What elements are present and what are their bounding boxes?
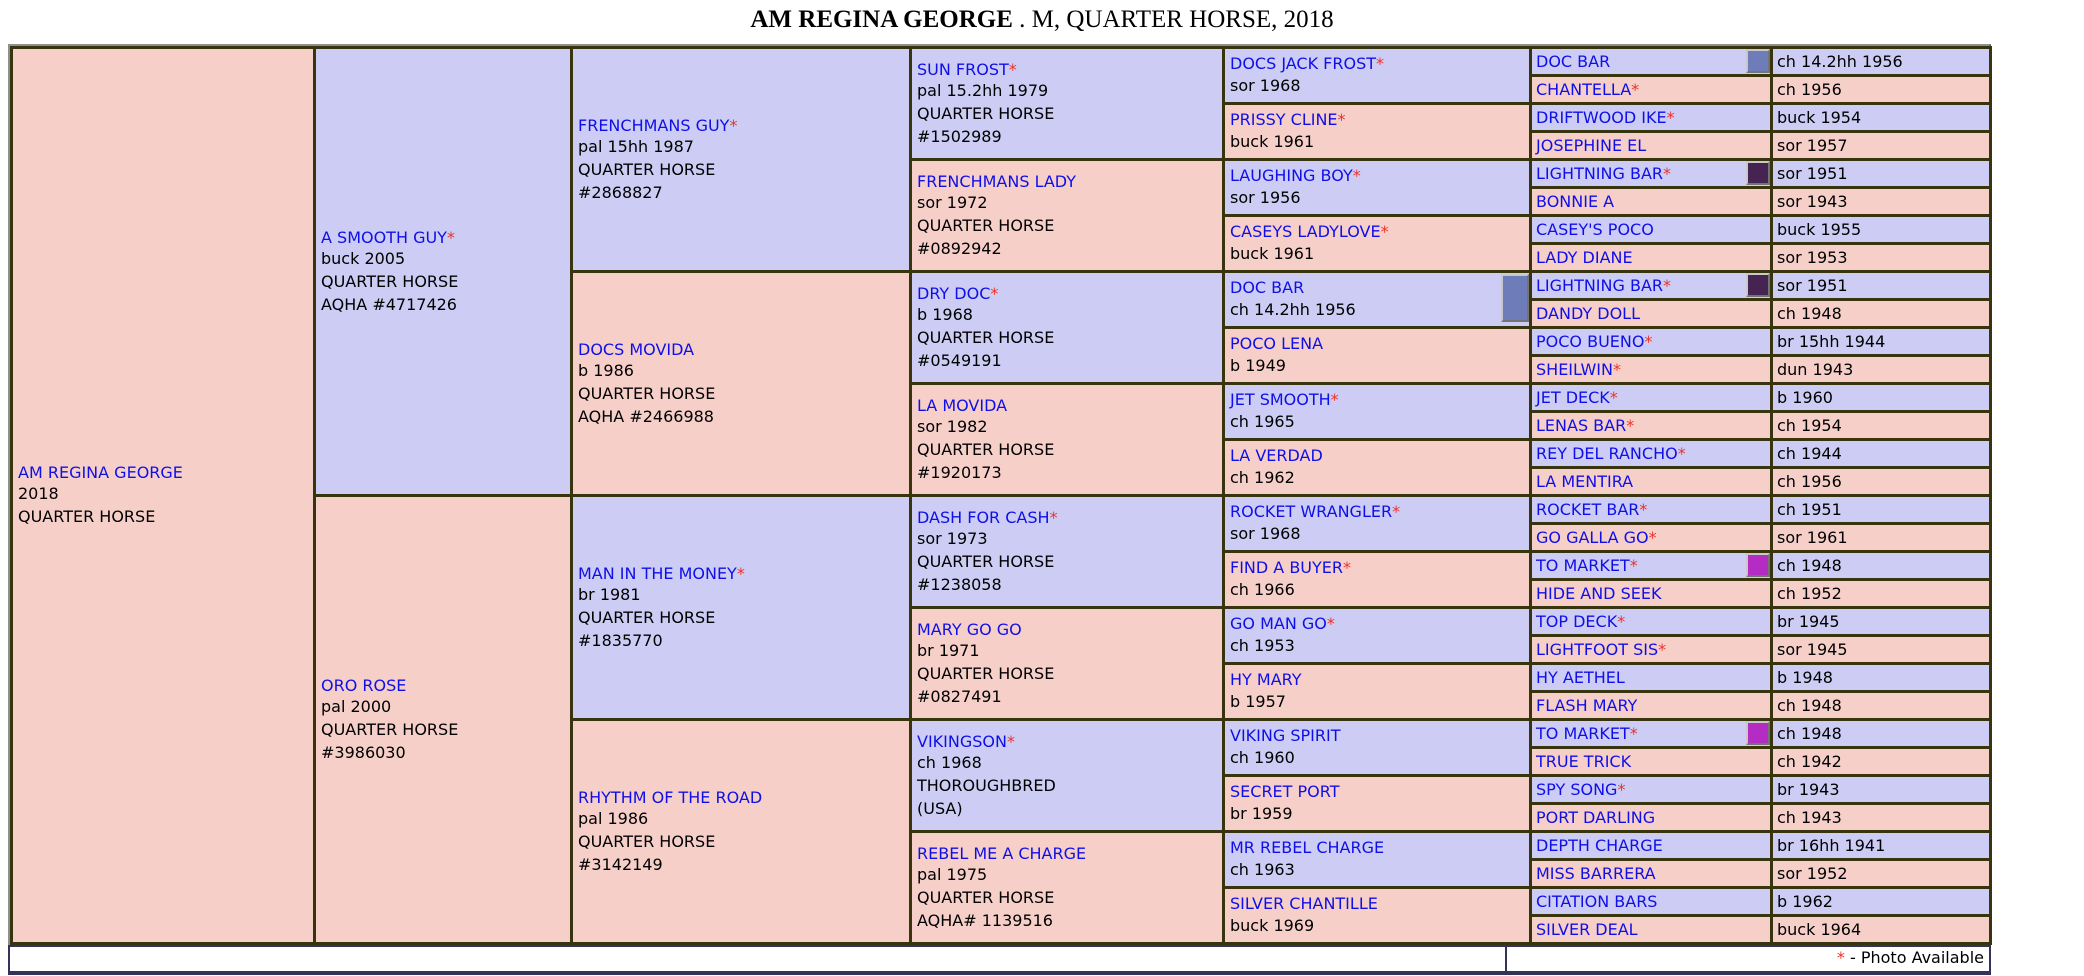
horse-link-la-mentira[interactable]: LA MENTIRA [1536, 472, 1634, 491]
horse-detail: ch 1953 [1230, 635, 1295, 655]
horse-link-lenas-bar[interactable]: LENAS BAR [1536, 416, 1627, 435]
horse-cell-to-market [1531, 720, 1772, 748]
horse-cell-sheilwin [1531, 356, 1772, 384]
horse-detail: sor 1972 [917, 192, 988, 212]
photo-available-marker: * [1337, 109, 1346, 129]
photo-thumb-lightning-bar-icon[interactable] [1746, 273, 1770, 297]
horse-link-dry-doc[interactable]: DRY DOC [917, 283, 991, 303]
horse-detail: pal 2000 [321, 696, 392, 716]
horse-link-docs-jack-frost[interactable]: DOCS JACK FROST [1230, 53, 1377, 73]
horse-detail: #3142149 [578, 854, 663, 874]
horse-info-to-market: ch 1948 [1772, 552, 1991, 580]
horse-cell-josephine-el [1531, 132, 1772, 160]
horse-cell-dash-for-cash [911, 496, 1224, 608]
horse-link-miss-barrera[interactable]: MISS BARRERA [1536, 864, 1656, 883]
horse-cell-frenchmans-lady [911, 160, 1224, 272]
horse-detail: QUARTER HORSE [578, 159, 716, 179]
horse-cell-to-market [1531, 552, 1772, 580]
horse-info-la-mentira: ch 1956 [1772, 468, 1991, 496]
horse-info-hy-aethel: b 1948 [1772, 664, 1991, 692]
photo-available-note [1507, 947, 1989, 971]
horse-cell-la-movida [911, 384, 1224, 496]
horse-detail: QUARTER HORSE [321, 719, 459, 739]
horse-cell-jet-smooth [1224, 384, 1531, 440]
photo-available-marker: * [1626, 416, 1635, 435]
horse-detail: buck 1961 [1230, 243, 1315, 263]
pedigree-table [10, 46, 1992, 945]
horse-cell-hy-mary [1224, 664, 1531, 720]
horse-detail: #3986030 [321, 742, 406, 762]
horse-link-to-market[interactable]: TO MARKET [1536, 556, 1630, 575]
horse-detail: pal 1986 [578, 808, 649, 828]
photo-available-marker: * [1006, 731, 1015, 751]
horse-cell-go-man-go [1224, 608, 1531, 664]
photo-available-marker: * [1392, 501, 1401, 521]
horse-detail: ch 1963 [1230, 859, 1295, 879]
photo-thumb-lightning-bar-icon[interactable] [1746, 161, 1770, 185]
horse-cell-laughing-boy [1224, 160, 1531, 216]
horse-detail: buck 1969 [1230, 915, 1315, 935]
horse-detail: b 1949 [1230, 355, 1286, 375]
horse-link-top-deck[interactable]: TOP DECK [1536, 612, 1618, 631]
horse-info-josephine-el: sor 1957 [1772, 132, 1991, 160]
horse-link-frenchmans-guy[interactable]: FRENCHMANS GUY [578, 115, 730, 135]
horse-info-lenas-bar: ch 1954 [1772, 412, 1991, 440]
photo-available-marker: * [729, 115, 738, 135]
horse-link-am-regina-george[interactable]: AM REGINA GEORGE [18, 463, 183, 482]
horse-link-josephine-el[interactable]: JOSEPHINE EL [1536, 136, 1647, 155]
horse-link-hy-aethel[interactable]: HY AETHEL [1536, 668, 1625, 687]
horse-detail: QUARTER HORSE [578, 607, 716, 627]
horse-link-frenchmans-lady[interactable]: FRENCHMANS LADY [917, 171, 1077, 191]
horse-detail: QUARTER HORSE [18, 507, 156, 526]
pedigree-table-frame [8, 44, 1991, 945]
horse-info-driftwood-ike: buck 1954 [1772, 104, 1991, 132]
horse-link-lightning-bar[interactable]: LIGHTNING BAR [1536, 276, 1664, 295]
horse-detail: ch 1965 [1230, 411, 1295, 431]
horse-link-hide-and-seek[interactable]: HIDE AND SEEK [1536, 584, 1662, 603]
horse-detail: QUARTER HORSE [917, 663, 1055, 683]
horse-cell-rey-del-rancho [1531, 440, 1772, 468]
horse-link-la-movida[interactable]: LA MOVIDA [917, 395, 1008, 415]
horse-detail: #0827491 [917, 686, 1002, 706]
horse-info-flash-mary: ch 1948 [1772, 692, 1991, 720]
horse-info-silver-deal: buck 1964 [1772, 916, 1991, 944]
horse-cell-find-a-buyer [1224, 552, 1531, 608]
photo-available-marker: * [1617, 612, 1626, 631]
horse-detail: QUARTER HORSE [578, 831, 716, 851]
horse-detail: ch 1968 [917, 752, 982, 772]
horse-cell-bonnie-a [1531, 188, 1772, 216]
photo-available-marker: * [990, 283, 999, 303]
horse-detail: #1920173 [917, 462, 1002, 482]
horse-info-true-trick: ch 1942 [1772, 748, 1991, 776]
horse-cell-mary-go-go [911, 608, 1224, 720]
horse-info-bonnie-a: sor 1943 [1772, 188, 1991, 216]
horse-link-doc-bar[interactable]: DOC BAR [1536, 52, 1611, 71]
horse-cell-go-galla-go [1531, 524, 1772, 552]
horse-link-silver-chantille[interactable]: SILVER CHANTILLE [1230, 893, 1378, 913]
photo-available-marker: * [736, 563, 745, 583]
horse-link-sun-frost[interactable]: SUN FROST [917, 59, 1009, 79]
photo-thumb-doc-bar-icon[interactable] [1501, 274, 1529, 322]
horse-cell-lenas-bar [1531, 412, 1772, 440]
horse-cell-a-smooth-guy [315, 48, 572, 496]
photo-thumb-to-market-icon[interactable] [1746, 721, 1770, 745]
photo-available-marker: * [1326, 613, 1335, 633]
photo-available-marker: * [1612, 360, 1621, 379]
horse-link-casey-s-poco[interactable]: CASEY'S POCO [1536, 220, 1654, 239]
horse-detail: pal 15hh 1987 [578, 136, 694, 156]
photo-available-marker: * [1617, 780, 1626, 799]
pedigree-row [12, 48, 1991, 76]
horse-link-chantella[interactable]: CHANTELLA [1536, 80, 1632, 99]
horse-link-viking-spirit[interactable]: VIKING SPIRIT [1230, 725, 1341, 745]
horse-link-to-market[interactable]: TO MARKET [1536, 724, 1630, 743]
title-details: . M, QUARTER HORSE, 2018 [1012, 6, 1334, 33]
horse-detail: pal 1975 [917, 864, 988, 884]
horse-link-vikingson[interactable]: VIKINGSON [917, 731, 1007, 751]
horse-link-rhythm-of-the-road[interactable]: RHYTHM OF THE ROAD [578, 787, 763, 807]
horse-detail: br 1959 [1230, 803, 1293, 823]
horse-detail: sor 1982 [917, 416, 988, 436]
title-horse-name: AM REGINA GEORGE [750, 6, 1013, 33]
horse-info-go-galla-go: sor 1961 [1772, 524, 1991, 552]
horse-link-driftwood-ike[interactable]: DRIFTWOOD IKE [1536, 108, 1667, 127]
horse-link-poco-bueno[interactable]: POCO BUENO [1536, 332, 1645, 351]
horse-detail: THOROUGHBRED [917, 775, 1056, 795]
horse-info-rey-del-rancho: ch 1944 [1772, 440, 1991, 468]
horse-link-oro-rose[interactable]: ORO ROSE [321, 675, 407, 695]
horse-cell-la-verdad [1224, 440, 1531, 496]
horse-info-lady-diane: sor 1953 [1772, 244, 1991, 272]
photo-available-marker: * [1644, 332, 1653, 351]
horse-info-jet-deck: b 1960 [1772, 384, 1991, 412]
horse-cell-frenchmans-guy [572, 48, 911, 272]
horse-detail: QUARTER HORSE [917, 887, 1055, 907]
horse-detail: (USA) [917, 798, 963, 818]
horse-cell-la-mentira [1531, 468, 1772, 496]
horse-cell-mr-rebel-charge [1224, 832, 1531, 888]
horse-cell-chantella [1531, 76, 1772, 104]
horse-detail: ch 1962 [1230, 467, 1295, 487]
horse-link-port-darling[interactable]: PORT DARLING [1536, 808, 1656, 827]
horse-detail: sor 1968 [1230, 523, 1301, 543]
horse-detail: AQHA #4717426 [321, 294, 457, 314]
horse-link-laughing-boy[interactable]: LAUGHING BOY [1230, 165, 1353, 185]
horse-cell-doc-bar [1531, 48, 1772, 76]
horse-detail: sor 1968 [1230, 75, 1301, 95]
horse-detail: #0892942 [917, 238, 1002, 258]
horse-detail: buck 1961 [1230, 131, 1315, 151]
horse-detail: #0549191 [917, 350, 1002, 370]
horse-detail: QUARTER HORSE [917, 551, 1055, 571]
photo-thumb-doc-bar-icon[interactable] [1746, 49, 1770, 73]
horse-detail: #1502989 [917, 126, 1002, 146]
horse-info-to-market: ch 1948 [1772, 720, 1991, 748]
photo-available-marker: * [1648, 528, 1657, 547]
horse-cell-docs-movida [572, 272, 911, 496]
horse-link-rocket-bar[interactable]: ROCKET BAR [1536, 500, 1640, 519]
horse-link-lightning-bar[interactable]: LIGHTNING BAR [1536, 164, 1664, 183]
horse-detail: #2868827 [578, 182, 663, 202]
horse-link-sheilwin[interactable]: SHEILWIN [1536, 360, 1613, 379]
horse-detail: b 1957 [1230, 691, 1286, 711]
horse-detail: 2018 [18, 484, 59, 503]
horse-link-prissy-cline[interactable]: PRISSY CLINE [1230, 109, 1338, 129]
legend-spacer [10, 947, 1507, 971]
horse-cell-am-regina-george [12, 48, 315, 944]
horse-detail: AQHA #2466988 [578, 406, 714, 426]
horse-link-a-smooth-guy[interactable]: A SMOOTH GUY [321, 227, 447, 247]
photo-available-marker: * [1629, 724, 1638, 743]
horse-detail: QUARTER HORSE [917, 327, 1055, 347]
horse-cell-flash-mary [1531, 692, 1772, 720]
horse-info-rocket-bar: ch 1951 [1772, 496, 1991, 524]
horse-info-chantella: ch 1956 [1772, 76, 1991, 104]
photo-available-marker: * [1380, 221, 1389, 241]
horse-link-poco-lena[interactable]: POCO LENA [1230, 333, 1324, 353]
horse-info-lightning-bar: sor 1951 [1772, 272, 1991, 300]
photo-available-marker: * [1376, 53, 1385, 73]
horse-link-go-man-go[interactable]: GO MAN GO [1230, 613, 1327, 633]
horse-cell-true-trick [1531, 748, 1772, 776]
horse-link-lady-diane[interactable]: LADY DIANE [1536, 248, 1633, 267]
horse-info-casey-s-poco: buck 1955 [1772, 216, 1991, 244]
horse-detail: #1238058 [917, 574, 1002, 594]
horse-link-caseys-ladylove[interactable]: CASEYS LADYLOVE [1230, 221, 1381, 241]
page-title [0, 0, 2084, 44]
horse-detail: ch 1966 [1230, 579, 1295, 599]
horse-link-true-trick[interactable]: TRUE TRICK [1536, 752, 1632, 771]
horse-cell-spy-song [1531, 776, 1772, 804]
horse-cell-viking-spirit [1224, 720, 1531, 776]
horse-info-miss-barrera: sor 1952 [1772, 860, 1991, 888]
horse-cell-poco-bueno [1531, 328, 1772, 356]
photo-available-marker: * [1049, 507, 1058, 527]
horse-info-dandy-doll: ch 1948 [1772, 300, 1991, 328]
legend-text: - Photo Available [1844, 948, 1984, 967]
horse-detail: b 1968 [917, 304, 973, 324]
legend-asterisk-icon: * [1836, 948, 1845, 967]
horse-cell-vikingson [911, 720, 1224, 832]
horse-cell-hide-and-seek [1531, 580, 1772, 608]
horse-detail: br 1981 [578, 584, 641, 604]
horse-cell-lightning-bar [1531, 272, 1772, 300]
horse-cell-top-deck [1531, 608, 1772, 636]
horse-link-dandy-doll[interactable]: DANDY DOLL [1536, 304, 1640, 323]
photo-available-marker: * [1008, 59, 1017, 79]
horse-info-depth-charge: br 16hh 1941 [1772, 832, 1991, 860]
horse-link-jet-smooth[interactable]: JET SMOOTH [1230, 389, 1331, 409]
horse-info-poco-bueno: br 15hh 1944 [1772, 328, 1991, 356]
photo-available-marker: * [1631, 80, 1640, 99]
photo-available-marker: * [1658, 640, 1667, 659]
horse-link-find-a-buyer[interactable]: FIND A BUYER [1230, 557, 1344, 577]
horse-link-secret-port[interactable]: SECRET PORT [1230, 781, 1340, 801]
photo-available-marker: * [1663, 164, 1672, 183]
horse-cell-man-in-the-money [572, 496, 911, 720]
horse-cell-hy-aethel [1531, 664, 1772, 692]
horse-link-flash-mary[interactable]: FLASH MARY [1536, 696, 1638, 715]
horse-link-rey-del-rancho[interactable]: REY DEL RANCHO [1536, 444, 1678, 463]
horse-detail: QUARTER HORSE [917, 215, 1055, 235]
horse-link-hy-mary[interactable]: HY MARY [1230, 669, 1302, 689]
horse-cell-silver-deal [1531, 916, 1772, 944]
horse-cell-prissy-cline [1224, 104, 1531, 160]
horse-cell-silver-chantille [1224, 888, 1531, 944]
horse-link-jet-deck[interactable]: JET DECK [1536, 388, 1610, 407]
horse-detail: QUARTER HORSE [321, 271, 459, 291]
horse-detail: sor 1973 [917, 528, 988, 548]
photo-available-marker: * [1609, 388, 1618, 407]
horse-detail: br 1971 [917, 640, 980, 660]
photo-available-marker: * [1639, 500, 1648, 519]
horse-link-man-in-the-money[interactable]: MAN IN THE MONEY [578, 563, 737, 583]
horse-detail: #1835770 [578, 630, 663, 650]
horse-detail: ch 1960 [1230, 747, 1295, 767]
horse-cell-secret-port [1224, 776, 1531, 832]
horse-info-top-deck: br 1945 [1772, 608, 1991, 636]
horse-cell-lightning-bar [1531, 160, 1772, 188]
legend-bar [8, 945, 1991, 975]
horse-cell-rebel-me-a-charge [911, 832, 1224, 944]
horse-cell-sun-frost [911, 48, 1224, 160]
photo-available-marker: * [1629, 556, 1638, 575]
horse-cell-lightfoot-sis [1531, 636, 1772, 664]
horse-detail: QUARTER HORSE [578, 383, 716, 403]
horse-detail: QUARTER HORSE [917, 439, 1055, 459]
horse-info-lightfoot-sis: sor 1945 [1772, 636, 1991, 664]
photo-available-marker: * [1343, 557, 1352, 577]
horse-cell-port-darling [1531, 804, 1772, 832]
horse-link-dash-for-cash[interactable]: DASH FOR CASH [917, 507, 1050, 527]
photo-available-marker: * [1352, 165, 1361, 185]
horse-info-doc-bar: ch 14.2hh 1956 [1772, 48, 1991, 76]
horse-cell-casey-s-poco [1531, 216, 1772, 244]
horse-detail: pal 15.2hh 1979 [917, 80, 1049, 100]
horse-cell-dry-doc [911, 272, 1224, 384]
photo-available-marker: * [1677, 444, 1686, 463]
horse-info-lightning-bar: sor 1951 [1772, 160, 1991, 188]
horse-cell-driftwood-ike [1531, 104, 1772, 132]
horse-detail: AQHA# 1139516 [917, 910, 1053, 930]
horse-link-rebel-me-a-charge[interactable]: REBEL ME A CHARGE [917, 843, 1087, 863]
horse-link-mr-rebel-charge[interactable]: MR REBEL CHARGE [1230, 837, 1385, 857]
horse-info-spy-song: br 1943 [1772, 776, 1991, 804]
horse-detail: b 1986 [578, 360, 634, 380]
horse-cell-doc-bar [1224, 272, 1531, 328]
horse-info-sheilwin: dun 1943 [1772, 356, 1991, 384]
horse-cell-citation-bars [1531, 888, 1772, 916]
horse-detail: QUARTER HORSE [917, 103, 1055, 123]
horse-cell-caseys-ladylove [1224, 216, 1531, 272]
horse-cell-dandy-doll [1531, 300, 1772, 328]
horse-link-go-galla-go[interactable]: GO GALLA GO [1536, 528, 1649, 547]
horse-link-mary-go-go[interactable]: MARY GO GO [917, 619, 1022, 639]
horse-cell-oro-rose [315, 496, 572, 944]
horse-detail: sor 1956 [1230, 187, 1301, 207]
horse-cell-rocket-wrangler [1224, 496, 1531, 552]
photo-thumb-to-market-icon[interactable] [1746, 553, 1770, 577]
horse-info-port-darling: ch 1943 [1772, 804, 1991, 832]
horse-detail: ch 14.2hh 1956 [1230, 299, 1356, 319]
photo-available-marker: * [1330, 389, 1339, 409]
horse-link-la-verdad[interactable]: LA VERDAD [1230, 445, 1323, 465]
horse-link-citation-bars[interactable]: CITATION BARS [1536, 892, 1658, 911]
horse-info-citation-bars: b 1962 [1772, 888, 1991, 916]
horse-cell-poco-lena [1224, 328, 1531, 384]
horse-cell-lady-diane [1531, 244, 1772, 272]
horse-link-lightfoot-sis[interactable]: LIGHTFOOT SIS [1536, 640, 1659, 659]
horse-link-silver-deal[interactable]: SILVER DEAL [1536, 920, 1638, 939]
horse-link-docs-movida[interactable]: DOCS MOVIDA [578, 339, 695, 359]
horse-cell-jet-deck [1531, 384, 1772, 412]
photo-available-marker: * [1663, 276, 1672, 295]
horse-cell-docs-jack-frost [1224, 48, 1531, 104]
horse-link-spy-song[interactable]: SPY SONG [1536, 780, 1618, 799]
horse-link-depth-charge[interactable]: DEPTH CHARGE [1536, 836, 1663, 855]
horse-info-hide-and-seek: ch 1952 [1772, 580, 1991, 608]
photo-available-marker: * [1666, 108, 1675, 127]
horse-link-bonnie-a[interactable]: BONNIE A [1536, 192, 1615, 211]
horse-cell-miss-barrera [1531, 860, 1772, 888]
horse-detail: buck 2005 [321, 248, 406, 268]
horse-link-rocket-wrangler[interactable]: ROCKET WRANGLER [1230, 501, 1393, 521]
photo-available-marker: * [446, 227, 455, 247]
horse-cell-rhythm-of-the-road [572, 720, 911, 944]
horse-link-doc-bar[interactable]: DOC BAR [1230, 277, 1305, 297]
horse-cell-rocket-bar [1531, 496, 1772, 524]
horse-cell-depth-charge [1531, 832, 1772, 860]
